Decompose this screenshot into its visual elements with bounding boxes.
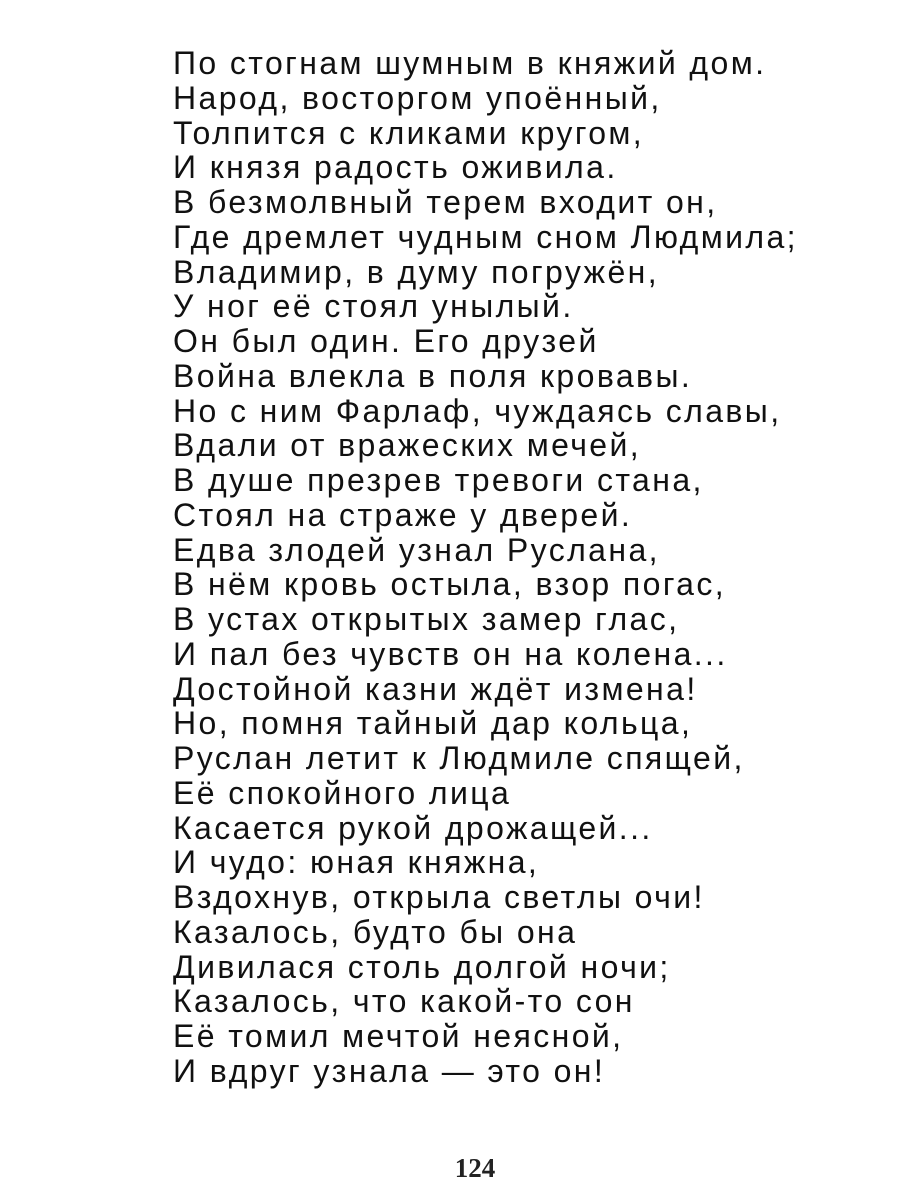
poem-line: В устах открытых замер глас, bbox=[173, 601, 680, 637]
poem-line: И вдруг узнала — это он! bbox=[173, 1052, 606, 1089]
poem-line: Руслан летит к Людмиле спящей, bbox=[173, 740, 745, 776]
poem-line: Казалось, что какой-то сон bbox=[173, 983, 635, 1020]
poem-line: Казалось, будто бы она bbox=[173, 913, 578, 950]
poem-line: У ног её стоял унылый. bbox=[173, 288, 574, 325]
poem-line: Народ, восторгом упоённый, bbox=[173, 79, 662, 116]
poem-line: Дивилася столь долгой ночи; bbox=[173, 948, 671, 985]
poem-line: Касается рукой дрожащей... bbox=[173, 809, 653, 846]
poem-line: Её спокойного лица bbox=[173, 774, 512, 811]
poem-line: Стоял на страже у дверей. bbox=[173, 496, 633, 533]
poem-line: И чудо: юная княжна, bbox=[173, 844, 540, 881]
poem-line: Её томил мечтой неясной, bbox=[173, 1018, 624, 1054]
page-number: 124 bbox=[454, 1153, 496, 1183]
poem-text bbox=[173, 46, 798, 1089]
poem-line: И пал без чувств он на колена... bbox=[173, 635, 728, 672]
poem-line: Едва злодей узнал Руслана, bbox=[173, 531, 660, 568]
poem-line: Война влекла в поля кровавы. bbox=[173, 357, 693, 394]
poem-line: И князя радость оживила. bbox=[173, 149, 618, 186]
poem-line: Где дремлет чудным сном Людмила; bbox=[173, 218, 798, 255]
poem-line: Вдали от вражеских мечей, bbox=[173, 427, 642, 464]
poem-line: Владимир, в думу погружён, bbox=[173, 253, 660, 290]
poem-line: По стогнам шумным в княжий дом. bbox=[173, 45, 767, 81]
poem-line: В нём кровь остыла, взор погас, bbox=[173, 566, 727, 603]
poem-line: Вздохнув, открыла светлы очи! bbox=[173, 879, 705, 915]
poem-line: Толпится с кликами кругом, bbox=[173, 114, 645, 151]
poem-line: В безмолвный терем входит он, bbox=[173, 184, 718, 220]
poem-line: В душе презрев тревоги стана, bbox=[173, 462, 704, 498]
poem-line: Достойной казни ждёт измена! bbox=[173, 670, 698, 707]
poem-line: Он был один. Его друзей bbox=[173, 323, 599, 359]
poem-line: Но, помня тайный дар кольца, bbox=[173, 705, 693, 742]
poem-line: Но с ним Фарлаф, чуждаясь славы, bbox=[173, 392, 782, 429]
